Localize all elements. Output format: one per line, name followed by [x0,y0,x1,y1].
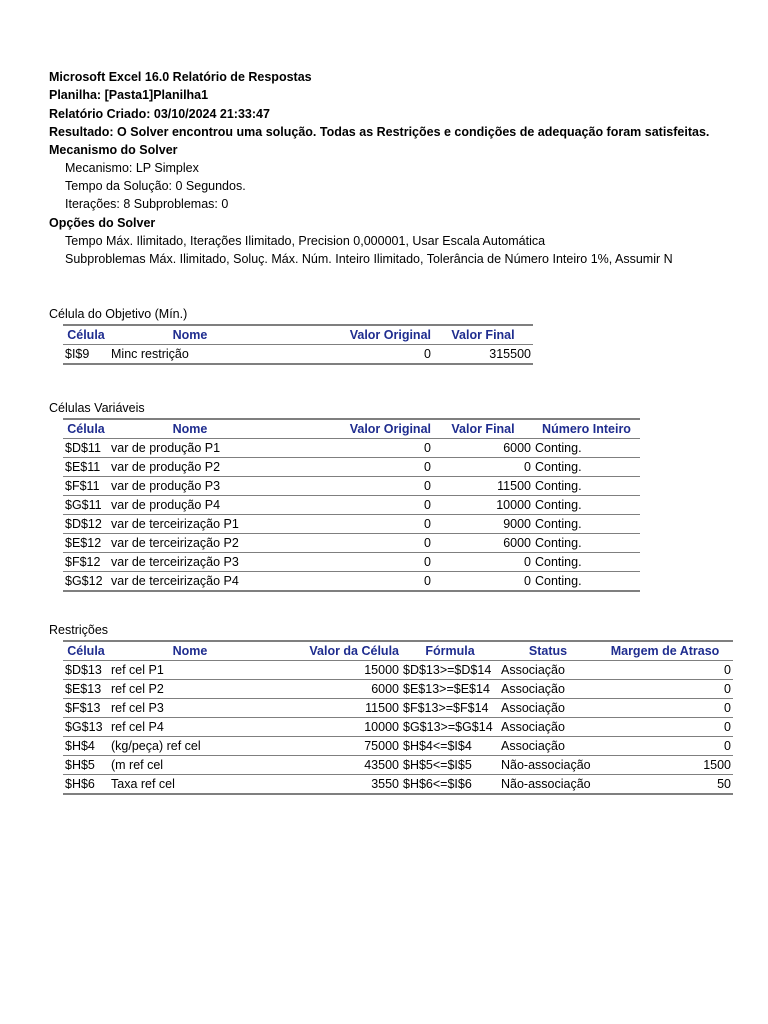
original-value: 0 [424,536,431,550]
cell-ref: $F$12 [65,555,101,569]
col-header: Número Inteiro [542,422,631,436]
col-header: Valor Final [451,328,515,342]
original-value: 0 [424,517,431,531]
status: Associação [501,663,565,677]
solution-time: Tempo da Solução: 0 Segundos. [65,179,246,193]
cell-value: 43500 [364,758,399,772]
table-row [63,515,640,534]
slack: 0 [724,739,731,753]
integer-type: Conting. [535,517,582,531]
options-line-1: Tempo Máx. Ilimitado, Iterações Ilimitado, Precision 0,000001, Usar Escala Automática [65,234,546,248]
table-row [63,477,640,496]
cell-ref: $E$11 [65,460,101,474]
table-row [63,345,533,365]
original-value: 0 [424,574,431,588]
cell-ref: $D$13 [65,663,102,677]
cell-ref: $E$13 [65,682,102,696]
final-value: 0 [524,574,531,588]
engine-heading: Mecanismo do Solver [49,143,178,157]
table-row [63,661,733,680]
formula: $H$5<=$I$5 [403,758,472,772]
original-value: 0 [424,498,431,512]
table-row [63,458,640,477]
solver-result: Resultado: O Solver encontrou uma solução. Todas as Restrições e condições de adequação foram satisfeitas. [49,125,710,139]
slack: 0 [724,701,731,715]
integer-type: Conting. [535,555,582,569]
original-value: 0 [424,347,431,361]
final-value: 9000 [503,517,531,531]
objective-table [63,324,533,365]
final-value: 0 [524,460,531,474]
cell-value: 3550 [371,777,399,791]
engine-method: Mecanismo: LP Simplex [65,161,199,175]
col-header: Célula [67,328,105,342]
original-value: 0 [424,441,431,455]
cell-name: Taxa ref cel [111,777,175,791]
table-header-row [63,419,640,439]
cell-value: 15000 [364,663,399,677]
variables-title: Células Variáveis [49,401,145,415]
final-value: 0 [524,555,531,569]
slack: 0 [724,720,731,734]
cell-name: var de terceirização P4 [111,574,239,588]
final-value: 11500 [497,479,531,493]
sheet-name: Planilha: [Pasta1]Planilha1 [49,88,209,102]
options-heading: Opções do Solver [49,216,156,230]
col-header: Valor da Célula [309,644,399,658]
status: Associação [501,720,565,734]
table-row [63,439,640,458]
col-header: Valor Final [451,422,515,436]
options-line-2: Subproblemas Máx. Ilimitado, Soluç. Máx. Núm. Inteiro Ilimitado, Tolerância de Número Inteiro 1%, Assumir N [65,252,673,266]
cell-name: var de produção P2 [111,460,221,474]
cell-ref: $H$4 [65,739,95,753]
report-title: Microsoft Excel 16.0 Relatório de Respostas [49,70,312,84]
slack: 1500 [703,758,731,772]
iterations: Iterações: 8 Subproblemas: 0 [65,197,229,211]
status: Não-associação [501,758,591,772]
final-value: 6000 [503,536,531,550]
table-header-row [63,325,533,345]
col-header: Nome [172,644,208,658]
cell-name: (kg/peça) ref cel [111,739,201,753]
integer-type: Conting. [535,498,582,512]
final-value: 6000 [503,441,531,455]
cell-ref: $D$11 [65,441,101,455]
table-row [63,756,733,775]
formula: $H$6<=$I$6 [403,777,472,791]
variables-table [63,418,640,592]
cell-name: var de terceirização P3 [111,555,239,569]
cell-ref: $I$9 [65,347,90,361]
col-header: Nome [172,422,208,436]
slack: 0 [724,682,731,696]
cell-name: var de terceirização P2 [111,536,239,550]
cell-ref: $F$13 [65,701,101,715]
col-header: Valor Original [349,328,431,342]
status: Associação [501,739,565,753]
cell-name: Minc restrição [111,347,189,361]
cell-value: 6000 [371,682,399,696]
table-row [63,572,640,592]
cell-name: var de produção P4 [111,498,221,512]
cell-ref: $F$11 [65,479,100,493]
final-value: 315500 [489,347,531,361]
col-header: Célula [67,644,105,658]
status: Associação [501,682,565,696]
formula: $H$4<=$I$4 [403,739,472,753]
cell-value: 11500 [365,701,399,715]
objective-title: Célula do Objetivo (Mín.) [49,307,188,321]
integer-type: Conting. [535,479,582,493]
cell-name: var de produção P1 [111,441,221,455]
col-header: Fórmula [425,644,475,658]
cell-ref: $G$13 [65,720,103,734]
cell-name: ref cel P2 [111,682,164,696]
table-row [63,775,733,795]
integer-type: Conting. [535,574,582,588]
report-created: Relatório Criado: 03/10/2024 21:33:47 [49,107,270,121]
cell-ref: $H$5 [65,758,95,772]
cell-ref: $E$12 [65,536,102,550]
table-row [63,553,640,572]
cell-ref: $H$6 [65,777,95,791]
formula: $E$13>=$E$14 [403,682,490,696]
constraints-table [63,640,733,795]
table-row [63,699,733,718]
table-row [63,737,733,756]
original-value: 0 [424,460,431,474]
col-header: Valor Original [349,422,431,436]
table-row [63,534,640,553]
cell-name: var de produção P3 [111,479,221,493]
formula: $D$13>=$D$14 [403,663,492,677]
formula: $G$13>=$G$14 [403,720,493,734]
table-row [63,496,640,515]
col-header: Margem de Atraso [610,644,720,658]
integer-type: Conting. [535,536,582,550]
cell-name: ref cel P1 [111,663,164,677]
status: Associação [501,701,565,715]
cell-name: var de terceirização P1 [111,517,239,531]
slack: 50 [717,777,731,791]
formula: $F$13>=$F$14 [403,701,489,715]
original-value: 0 [424,479,431,493]
final-value: 10000 [496,498,531,512]
col-header: Nome [172,328,208,342]
cell-name: ref cel P4 [111,720,164,734]
cell-name: ref cel P3 [111,701,164,715]
original-value: 0 [424,555,431,569]
constraints-title: Restrições [49,623,109,637]
cell-name: (m ref cel [111,758,164,772]
integer-type: Conting. [535,460,582,474]
table-row [63,680,733,699]
cell-value: 10000 [364,720,399,734]
cell-ref: $G$12 [65,574,103,588]
col-header: Status [528,644,568,658]
table-header-row [63,641,733,661]
integer-type: Conting. [535,441,582,455]
status: Não-associação [501,777,591,791]
slack: 0 [724,663,731,677]
col-header: Célula [67,422,105,436]
table-row [63,718,733,737]
cell-ref: $G$11 [65,498,102,512]
cell-ref: $D$12 [65,517,102,531]
cell-value: 75000 [364,739,399,753]
